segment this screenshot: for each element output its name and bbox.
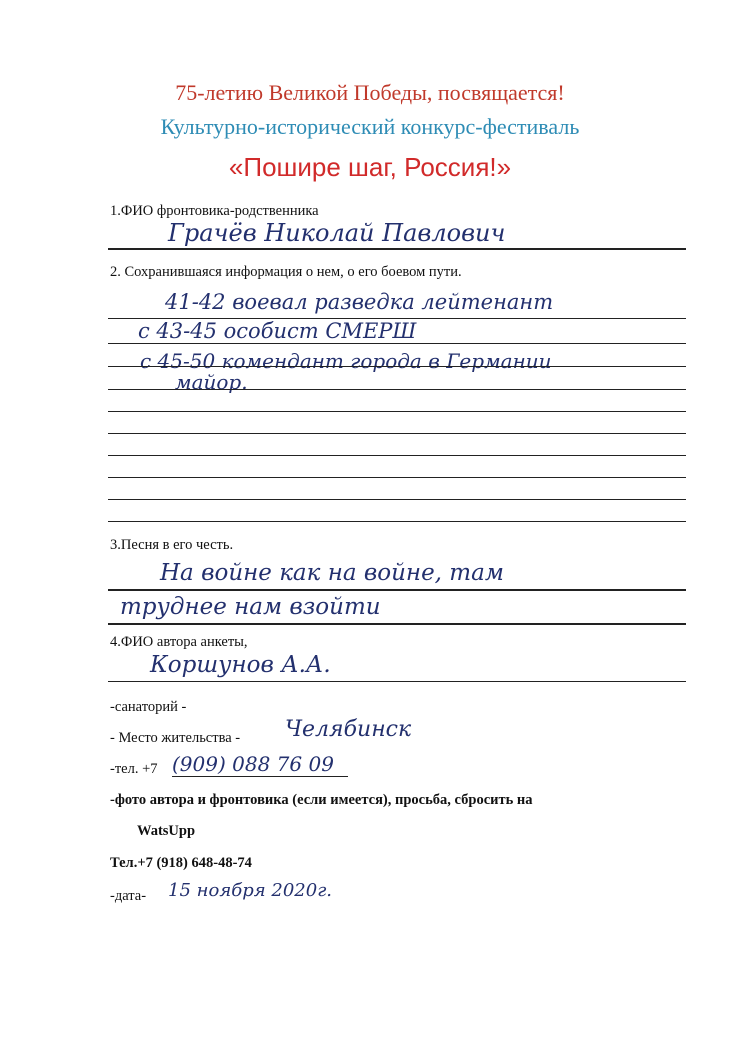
q2-answer-line-4: майор. <box>175 370 248 394</box>
q2-answer-line-1: 41-42 воевал разведка лейтенант <box>165 290 554 314</box>
photo-note: -фото автора и фронтовика (если имеется), просьба, сбросить на <box>110 792 533 808</box>
q2-label: 2. Сохранившаяся информация о нем, о его боевом пути. <box>110 264 462 280</box>
q2-line <box>108 411 686 412</box>
q2-line <box>108 343 686 344</box>
header-dedication: 75-летию Великой Победы, посвящается! <box>175 80 565 105</box>
phone-label: -тел. +7 <box>110 761 158 777</box>
q1-line <box>108 248 686 250</box>
q3-answer-line-2: труднее нам взойти <box>120 594 381 620</box>
date-label: -дата- <box>110 888 147 904</box>
q2-line <box>108 477 686 478</box>
phone-line <box>172 776 348 777</box>
q2-line <box>108 455 686 456</box>
q3-answer-line-1: На войне как на войне, там <box>160 560 504 586</box>
q2-line <box>108 499 686 500</box>
q2-answer-line-2: с 43-45 особист СМЕРШ <box>138 319 417 343</box>
phone-value: (909) 088 76 09 <box>172 752 334 776</box>
q3-label: 3.Песня в его честь. <box>110 537 234 553</box>
q1-label: 1.ФИО фронтовика-родственника <box>110 203 319 219</box>
q2-line <box>108 433 686 434</box>
header-contest: Культурно-исторический конкурс-фестиваль <box>160 114 580 139</box>
q2-line <box>108 389 686 390</box>
watsupp-label: WatsUpp <box>137 823 196 839</box>
q4-label: 4.ФИО автора анкеты, <box>110 634 248 650</box>
q1-answer: Грачёв Николай Павлович <box>168 219 506 247</box>
q3-line <box>108 623 686 625</box>
q3-line <box>108 589 686 591</box>
contact-phone: Тел.+7 (918) 648-48-74 <box>110 855 252 871</box>
header-festival-title: «Пошире шаг, Россия!» <box>228 152 512 182</box>
q4-answer: Коршунов А.А. <box>150 652 331 678</box>
residence-label: - Место жительства - <box>110 730 241 746</box>
date-value: 15 ноября 2020г. <box>168 880 333 901</box>
q4-line <box>108 681 686 682</box>
q2-line <box>108 521 686 522</box>
q2-answer-line-3: с 45-50 комендант города в Германии <box>140 349 552 373</box>
sanatorium-label: -санаторий - <box>110 699 187 715</box>
residence-value: Челябинск <box>285 717 412 742</box>
q2-line <box>108 318 686 319</box>
q2-line <box>108 366 686 367</box>
